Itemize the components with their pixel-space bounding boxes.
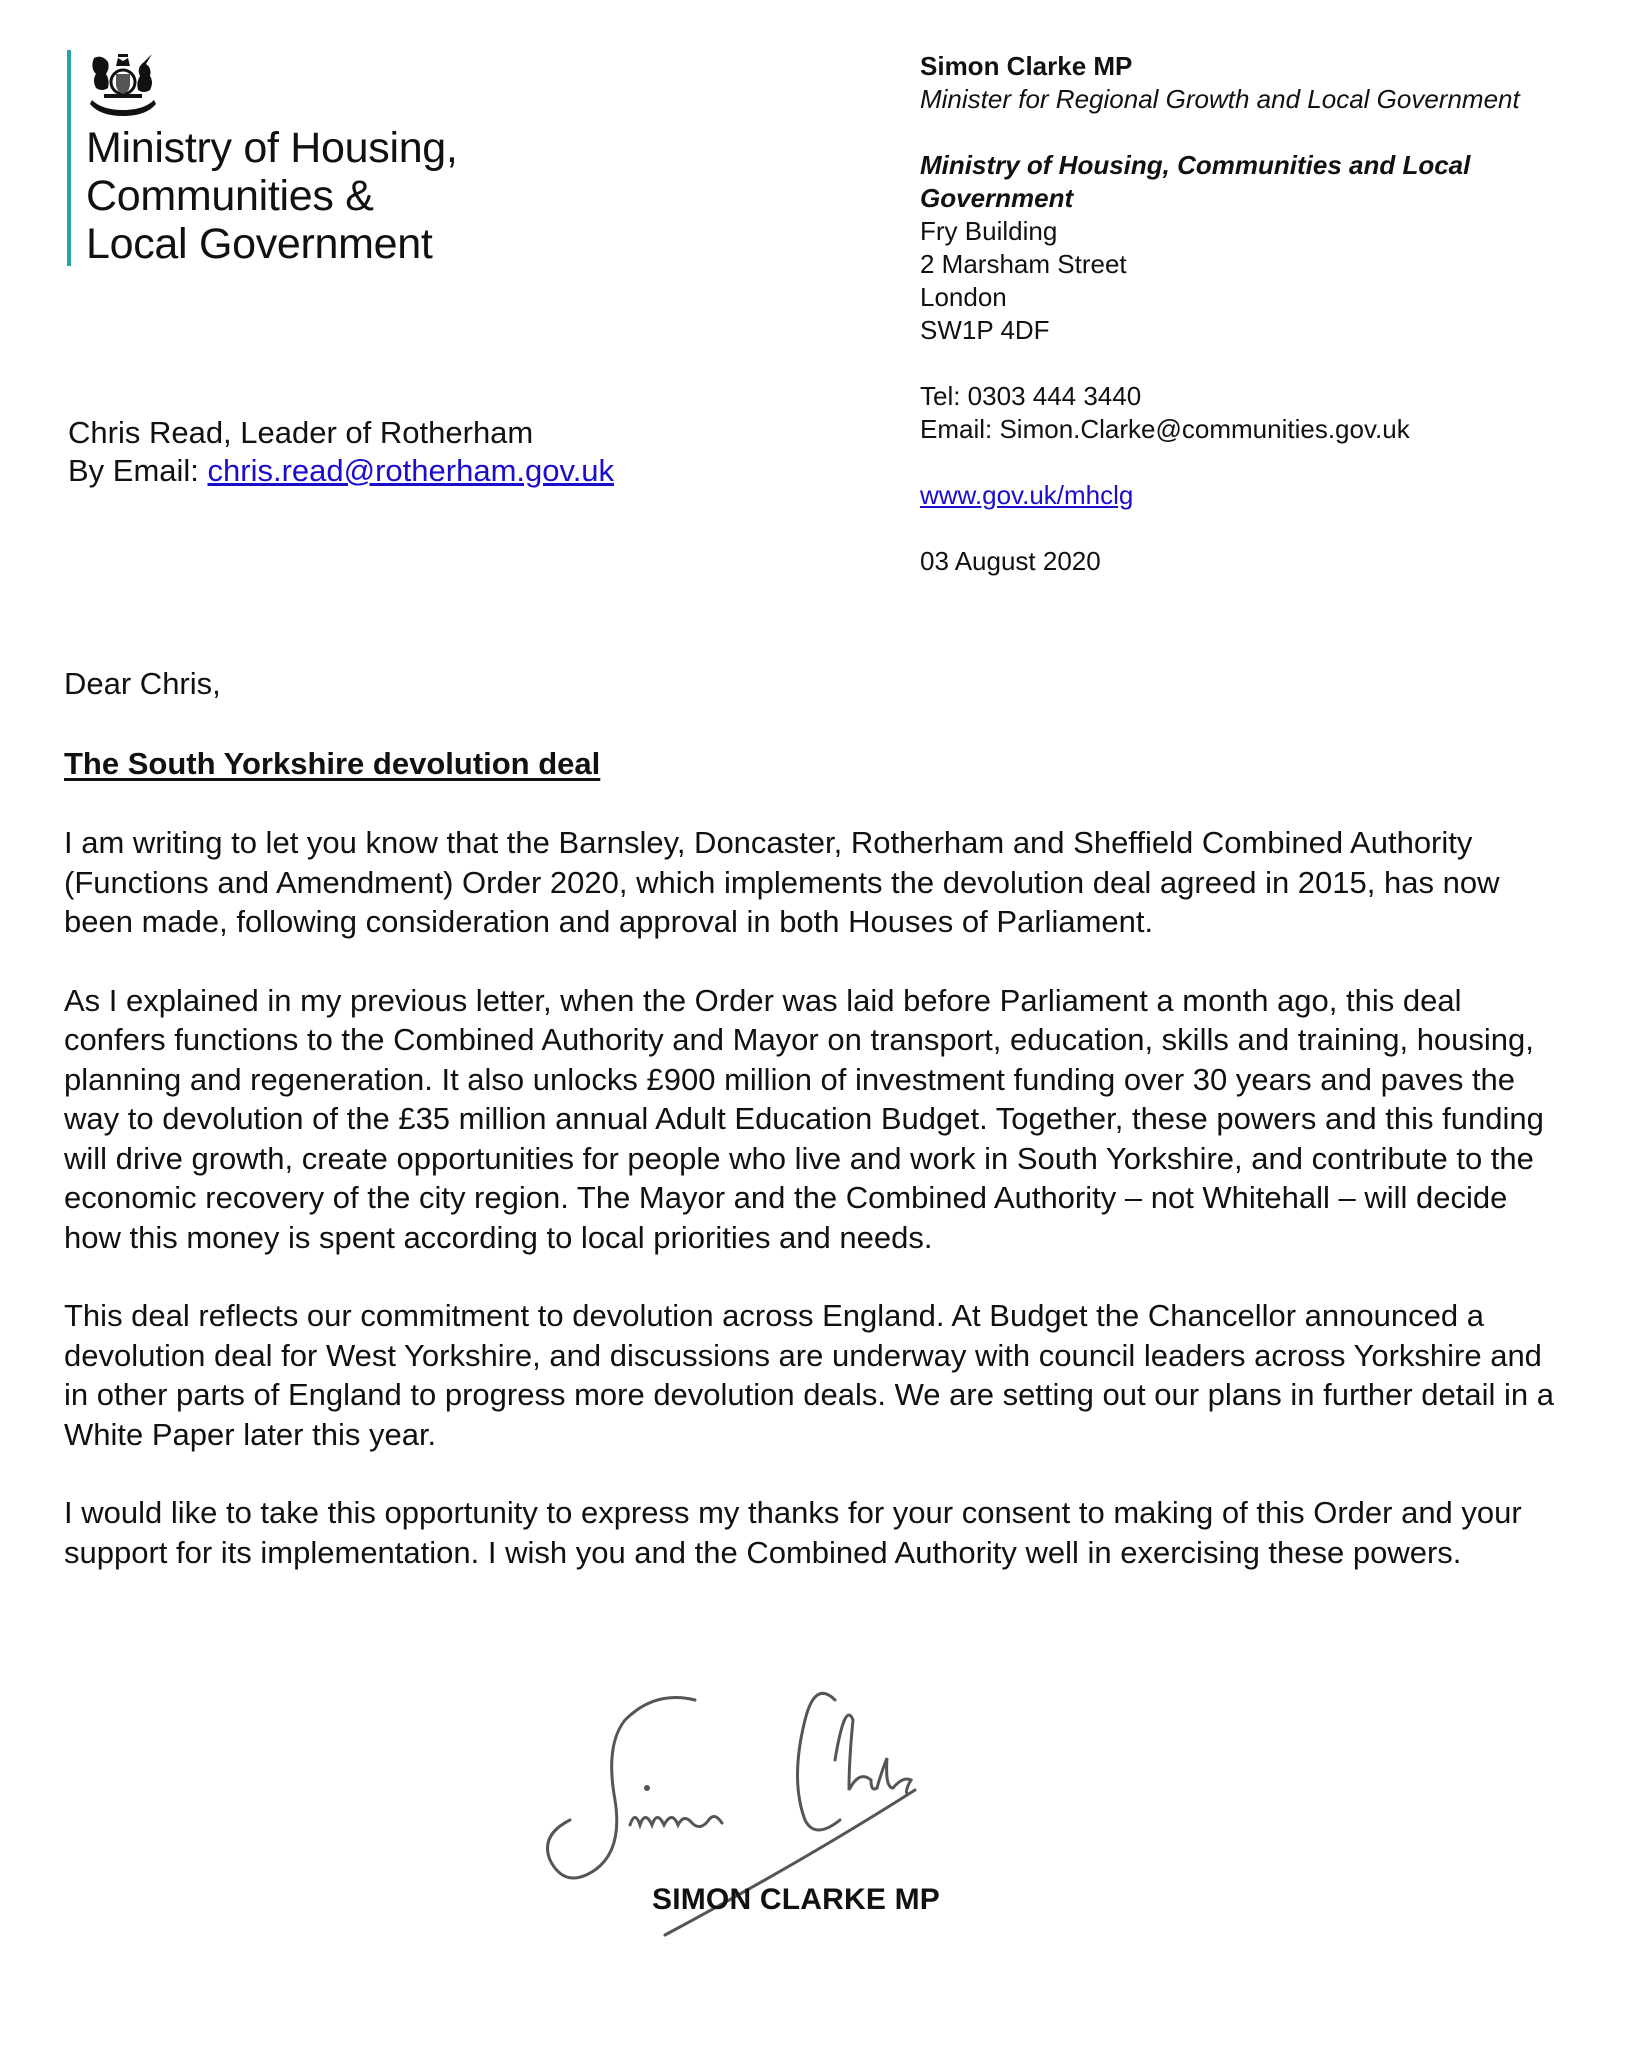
- paragraph: I am writing to let you know that the Barnsley, Doncaster, Rotherham and Sheffield Combined Authority (Functions and Amendment) Order 2020, which implements the devolution deal agreed in 2015, has now been made, following consideration and approval in both Houses of Parliament.: [64, 825, 1500, 939]
- letter-date: 03 August 2020: [920, 546, 1101, 576]
- signatory-name: SIMON CLARKE MP: [652, 1883, 940, 1916]
- sender-block: [920, 50, 1560, 578]
- recipient-email-link[interactable]: chris.read@rotherham.gov.uk: [207, 453, 615, 488]
- logo-line: Local Government: [86, 220, 433, 268]
- letter-body: [64, 664, 1564, 1611]
- paragraph: As I explained in my previous letter, when the Order was laid before Parliament a month ago, this deal confers functions to the Combined Authority and Mayor on transport, education, skills and training, housing, planning and regeneration. It also unlocks £900 million of investment funding over 30 years and paves the way to devolution of the £35 million annual Adult Education Budget. Together, these powers and this funding will drive growth, create opportunities for people who live and work in South Yorkshire, and contribute to the economic recovery of the city region. The Mayor and the Combined Authority – not Whitehall – will decide how this money is spent according to local priorities and needs.: [64, 982, 1544, 1255]
- paragraph: This deal reflects our commitment to devolution across England. At Budget the Chancellor announced a devolution deal for West Yorkshire, and discussions are underway with council leaders across Yorkshire and in other parts of England to progress more devolution deals. We are setting out our plans in further detail in a White Paper later this year.: [64, 1298, 1555, 1452]
- address-line: SW1P 4DF: [920, 315, 1050, 345]
- recipient-email-label: By Email:: [68, 453, 208, 488]
- website-link[interactable]: www.gov.uk/mhclg: [920, 480, 1134, 510]
- recipient-block: [68, 414, 614, 490]
- salutation: Dear Chris,: [64, 666, 221, 701]
- sender-role: Minister for Regional Growth and Local Government: [920, 84, 1520, 114]
- sender-email: Email: Simon.Clarke@communities.gov.uk: [920, 414, 1410, 444]
- letter-subject: The South Yorkshire devolution deal: [64, 745, 601, 781]
- sender-department: Ministry of Housing, Communities and Local Government: [920, 150, 1471, 213]
- sender-telephone: Tel: 0303 444 3440: [920, 381, 1142, 411]
- department-logo-text: [86, 124, 458, 268]
- logo-line: Communities &: [86, 172, 374, 220]
- recipient-name: Chris Read, Leader of Rotherham: [68, 415, 534, 450]
- address-line: London: [920, 282, 1007, 312]
- paragraph: I would like to take this opportunity to express my thanks for your consent to making of this Order and your support for its implementation. I wish you and the Combined Authority well in exercising these powers.: [64, 1495, 1522, 1570]
- logo-line: Ministry of Housing,: [86, 124, 458, 172]
- logo-accent-bar: [67, 50, 71, 266]
- address-line: 2 Marsham Street: [920, 249, 1127, 279]
- sender-name: Simon Clarke MP: [920, 51, 1133, 81]
- royal-coat-of-arms-icon: [84, 50, 162, 116]
- address-line: Fry Building: [920, 216, 1058, 246]
